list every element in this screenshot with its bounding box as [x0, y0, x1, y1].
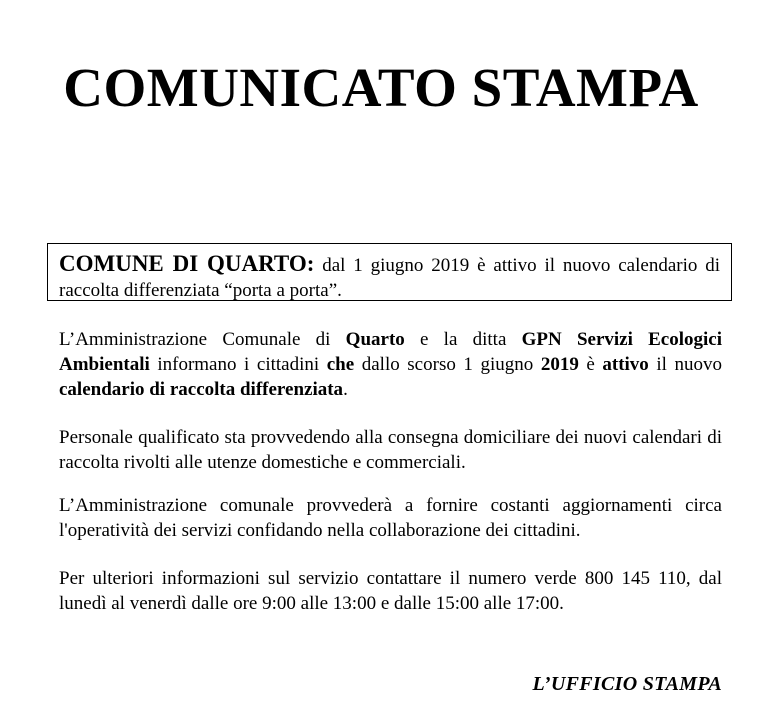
paragraph-contact: Per ulteriori informazioni sul servizio contattare il numero verde 800 145 110, dal lunedì al venerdì dalle ore 9:00 alle 13:00 e dalle 15:00 alle 17:00. [59, 568, 722, 614]
bold-run: GPN Servizi Ecologici Ambientali [59, 329, 722, 375]
text-run: è [578, 354, 603, 375]
headline-box [47, 243, 732, 301]
text-run: dallo scorso 1 giugno [354, 354, 541, 375]
paragraph-updates: L’Amministrazione comunale provvederà a fornire costanti aggiornamenti circa l'operatività dei servizi confidando nella collaborazione dei cittadini. [59, 495, 722, 541]
paragraph-delivery: Personale qualificato sta provvedendo alla consegna domiciliare dei nuovi calendari di raccolta rivolti alle utenze domestiche e commerciali. [59, 427, 722, 473]
headline-text: dal 1 giugno 2019 è attivo il nuovo calendario di raccolta differenziata “porta a porta”. [59, 255, 720, 301]
signature: L’UFFICIO STAMPA [532, 673, 722, 695]
text-run: il nuovo [648, 354, 722, 375]
bold-run: che [326, 354, 355, 375]
text-run: . [343, 379, 348, 400]
text-run: e la ditta [404, 329, 522, 350]
paragraph-announcement [59, 327, 722, 402]
bold-run: Quarto [345, 329, 405, 350]
bold-run: calendario di raccolta differenziata [59, 379, 344, 400]
headline-lead: COMUNE DI QUARTO: [59, 251, 315, 276]
text-run: informano i cittadini [149, 354, 327, 375]
bold-run: 2019 [540, 354, 579, 375]
page-title: COMUNICATO STAMPA [63, 57, 699, 118]
bold-run: attivo [602, 354, 649, 375]
text-run: L’Amministrazione Comunale di [59, 329, 346, 350]
